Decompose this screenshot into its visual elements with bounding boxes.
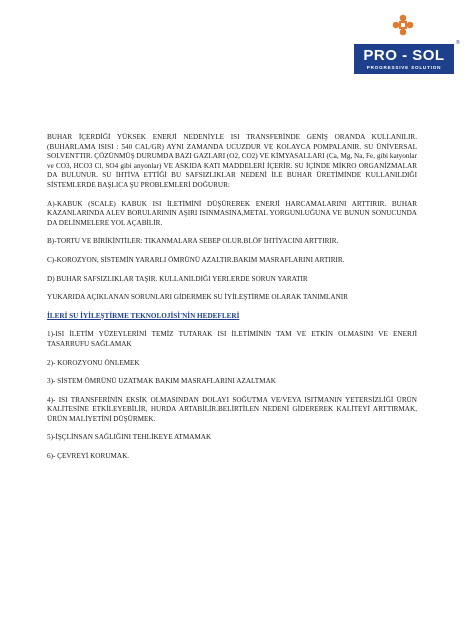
goal-item-6: 6)- ÇEVREYİ KORUMAK. — [47, 452, 130, 461]
logo-box — [354, 44, 454, 74]
company-logo — [352, 14, 464, 76]
goal-item-1: 1)-ISI İLETİM YÜZEYLERİNİ TEMİZ TUTARAK ISI İLETİMİNİN TAM VE ETKİN OLMASINI VE ENERJİ TASARRUFU SAĞLAMAK — [47, 330, 417, 348]
goal-item-4: 4)- ISI TRANSFERİNİN EKSİK OLMASINDAN DOLAYI SOĞUTMA VE/VEYA ISITMANIN YETERSİZLİĞİ ÜRÜN KALİTESİNE ETKİLEYEBİLİR, HURDA ARTABİLİR.BELİRTİLEN NEDENİ GİDEREREK KALİTEYİ ARTTIRMAK, ÜRÜN MALİYETİNİ DÜŞÜRMEK. — [47, 395, 417, 423]
document-body — [47, 133, 417, 471]
section-heading: İLERİ SU İYİLEŞTİRME TEKNOLOJİSİ'NİN HEDEFLERİ — [47, 311, 240, 320]
goal-item-3: 3)- SİSTEM ÖMRÜNÜ UZATMAK BAKIM MASRAFLARINI AZALTMAK — [47, 377, 276, 386]
problem-item-c: C)-KOROZYON, SİSTEMİN YARARLI ÖMRÜNÜ AZALTIR.BAKIM MASRAFLARINI ARTIRIR. — [47, 255, 345, 264]
problem-item-d: D) BUHAR SAFSIZLIKLAR TAŞIR. KULLANILDIĞI YERLERDE SORUN YARATIR — [47, 274, 308, 283]
logo-name: PRO - SOL — [363, 46, 445, 64]
problem-item-a: A)-KABUK (SCALE) KABUK ISI İLETİMİNİ DÜŞÜREREK ENERJİ HARCAMALARINI ARTTIRIR. BUHAR KAZANLARINDA ALEV BORULARININ AŞIRI ISINMASINA,METAL YORGUNLUĞUNA VE BUNUN SONUCUNDA DA DELİNMELERE YOL AÇABİLİR. — [47, 199, 417, 227]
logo-symbol-icon — [392, 14, 414, 36]
logo-tagline: PROGRESSIVE SOLUTION — [366, 64, 442, 70]
goal-item-2: 2)- KOROZYONU ÖNLEMEK — [47, 358, 140, 367]
goal-item-5: 5)-İŞÇLİNSAN SAĞLIĞINI TEHLİKEYE ATMAMAK — [47, 433, 212, 442]
registered-mark: ® — [456, 40, 460, 46]
intro-paragraph: BUHAR İÇERDİĞİ YÜKSEK ENERJİ NEDENİYLE ISI TRANSFERİNDE GENİŞ ORANDA KULLANILIR. (BUHARLAMA ISISI : 540 CAL/GR) AYNI ZAMANDA UCUZDUR VE KOLAYCA POMPALANIR. SU ÜNİVERSAL SOLVENTTIR. ÇÖZÜNMÜŞ DURUMDA BAZI GAZLARI (O2, CO2) VE KİMYASALLARI (Ca, Mg, Na, Fe, gibi katyonlar ve CO3, HCO3 Cl, SO4 gibi anyonlar) VE ASKIDA KATI MADDELERİ İÇERİR. SU İÇİNDE MİKRO ORGANİZMALAR DA BULUNUR. SU İHTİVA ETTİĞİ BU SAFSIZLIKLAR NEDENİ İLE BUHAR ÜRETİMİNDE KULLANILDIĞI SİSTEMLERDE BAŞLICA ŞU PROBLEMLERİ DOĞURUR: — [47, 133, 417, 189]
summary-paragraph: YUKARIDA AÇIKLANAN SORUNLARI GİDERMEK SU İYİLEŞTİRME OLARAK TANIMLANIR — [47, 293, 348, 302]
problem-item-b: B)-TORTU VE BİRİKİNTİLER: TIKANMALARA SEBEP OLUR.BLÖF İHTİYACINI ARTTIRIR. — [47, 237, 339, 246]
